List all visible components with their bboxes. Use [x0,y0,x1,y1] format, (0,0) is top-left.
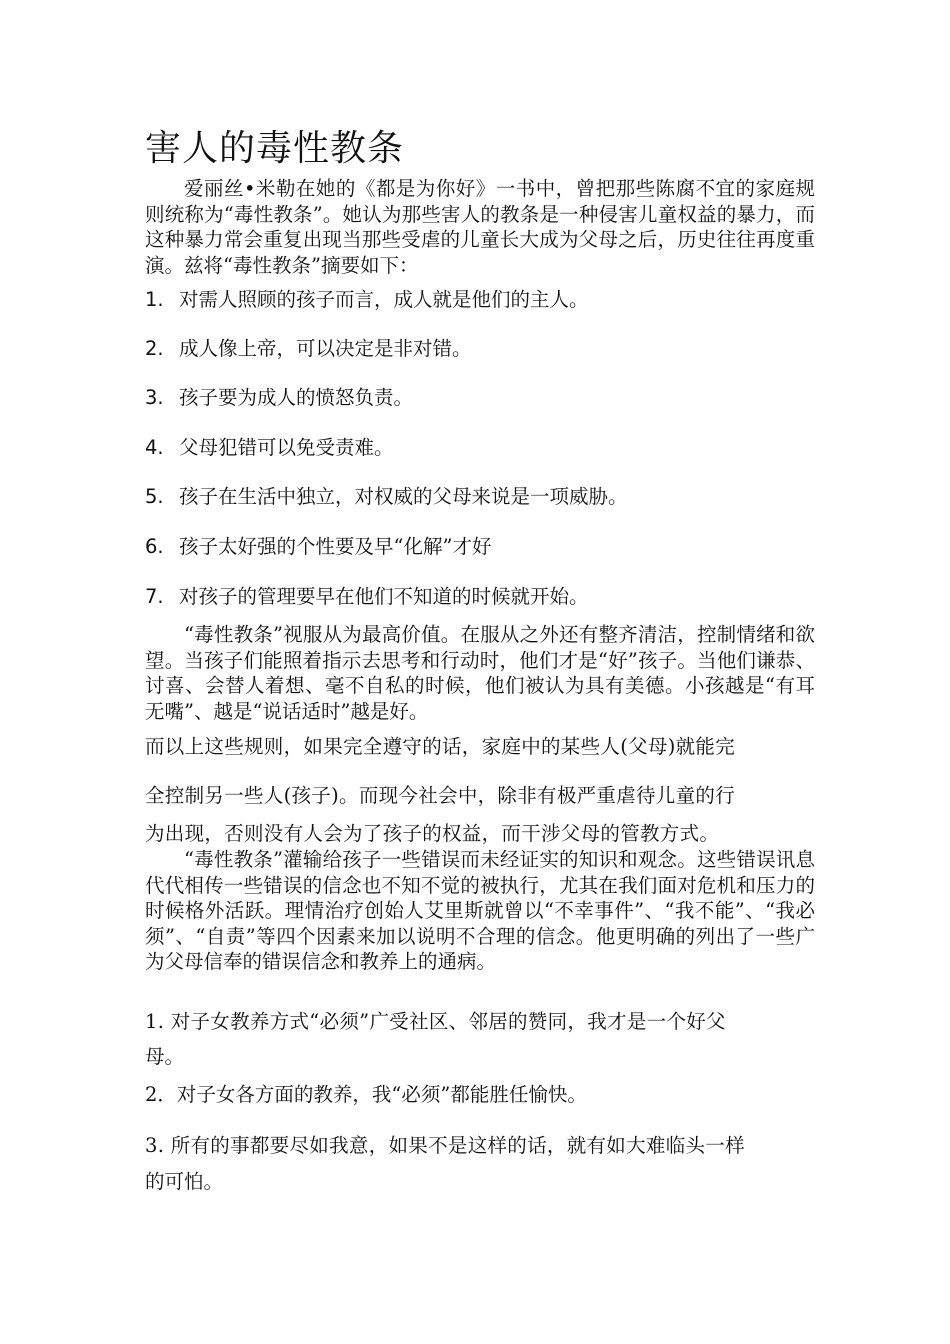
list-item-number: 2. [145,337,164,360]
list-item-text: 对需人照顾的孩子而言，成人就是他们的主人。 [179,288,589,311]
list-item-text: 孩子太好强的个性要及早“化解”才好 [179,535,492,558]
list-item [145,385,825,411]
list-item [145,534,825,560]
control-line: 为出现，否则没有人会为了孩子的权益，而干涉父母的管教方式。 [145,822,720,845]
list-item-number: 1. [145,288,164,311]
list-item [145,435,825,461]
control-line: 而以上这些规则，如果完全遵守的话，家庭中的某些人(父母)就能完 [145,735,736,758]
list-item-text: 父母犯错可以免受责难。 [179,436,394,459]
list-item-number: 3. [145,386,164,409]
false-beliefs-paragraph: “毒性教条”灌输给孩子一些错误而未经证实的知识和观念。这些错误讯息代代相传一些错误的信念也不知不觉的被执行，尤其在我们面对危机和压力的时候格外活跃。理情治疗创始人艾里斯就曾以“不幸事件”、“我不能”、“我必须”、“自责”等四个因素来加以说明不合理的信念。他更明确的列出了一些广为父母信奉的错误信念和教养上的通病。 [145,848,815,973]
list-item [145,484,825,510]
list-item-number: 7. [145,585,164,608]
list-item: 2．对子女各方面的教养，我“必须”都能胜任愉快。 [145,1083,587,1106]
document-title: 害人的毒性教条 [145,128,405,169]
list-item: 1. 对子女教养方式“必须”广受社区、邻居的赞同，我才是一个好父 [145,1010,726,1033]
list-item-continuation: 母。 [145,1045,185,1068]
intro-paragraph: 爱丽丝•米勒在她的《都是为你好》一书中，曾把那些陈腐不宜的家庭规则统称为“毒性教条”。她认为那些害人的教条是一种侵害儿童权益的暴力，而这种暴力常会重复出现当那些受虐的儿童长大成为父母之后，历史往往再度重演。兹将“毒性教条”摘要如下： [145,177,815,277]
list-item-text: 成人像上帝，可以决定是非对错。 [179,337,472,360]
list-item [145,287,825,313]
list-item-number: 5. [145,485,164,508]
list-item-number: 4. [145,436,164,459]
list-item: 3. 所有的事都要尽如我意，如果不是这样的话，就有如大难临头一样 [145,1134,745,1157]
list-item-text: 对孩子的管理要早在他们不知道的时候就开始。 [179,585,589,608]
list-item-text: 孩子要为成人的愤怒负责。 [179,386,414,409]
list-item-number: 6. [145,535,164,558]
list-item-text: 孩子在生活中独立，对权威的父母来说是一项威胁。 [179,485,628,508]
list-item [145,336,825,362]
obedience-paragraph: “毒性教条”视服从为最高价值。在服从之外还有整齐清洁，控制情绪和欲望。当孩子们能照着指示去思考和行动时，他们才是“好”孩子。当他们谦恭、讨喜、会替人着想、毫不自私的时候，他们被认为具有美德。小孩越是“有耳无嘴”、越是“说话适时”越是好。 [145,623,815,723]
list-item [145,584,825,610]
list-item-continuation: 的可怕。 [145,1170,224,1193]
control-line: 全控制另一些人(孩子)。而现今社会中，除非有极严重虐待儿童的行 [145,784,736,807]
